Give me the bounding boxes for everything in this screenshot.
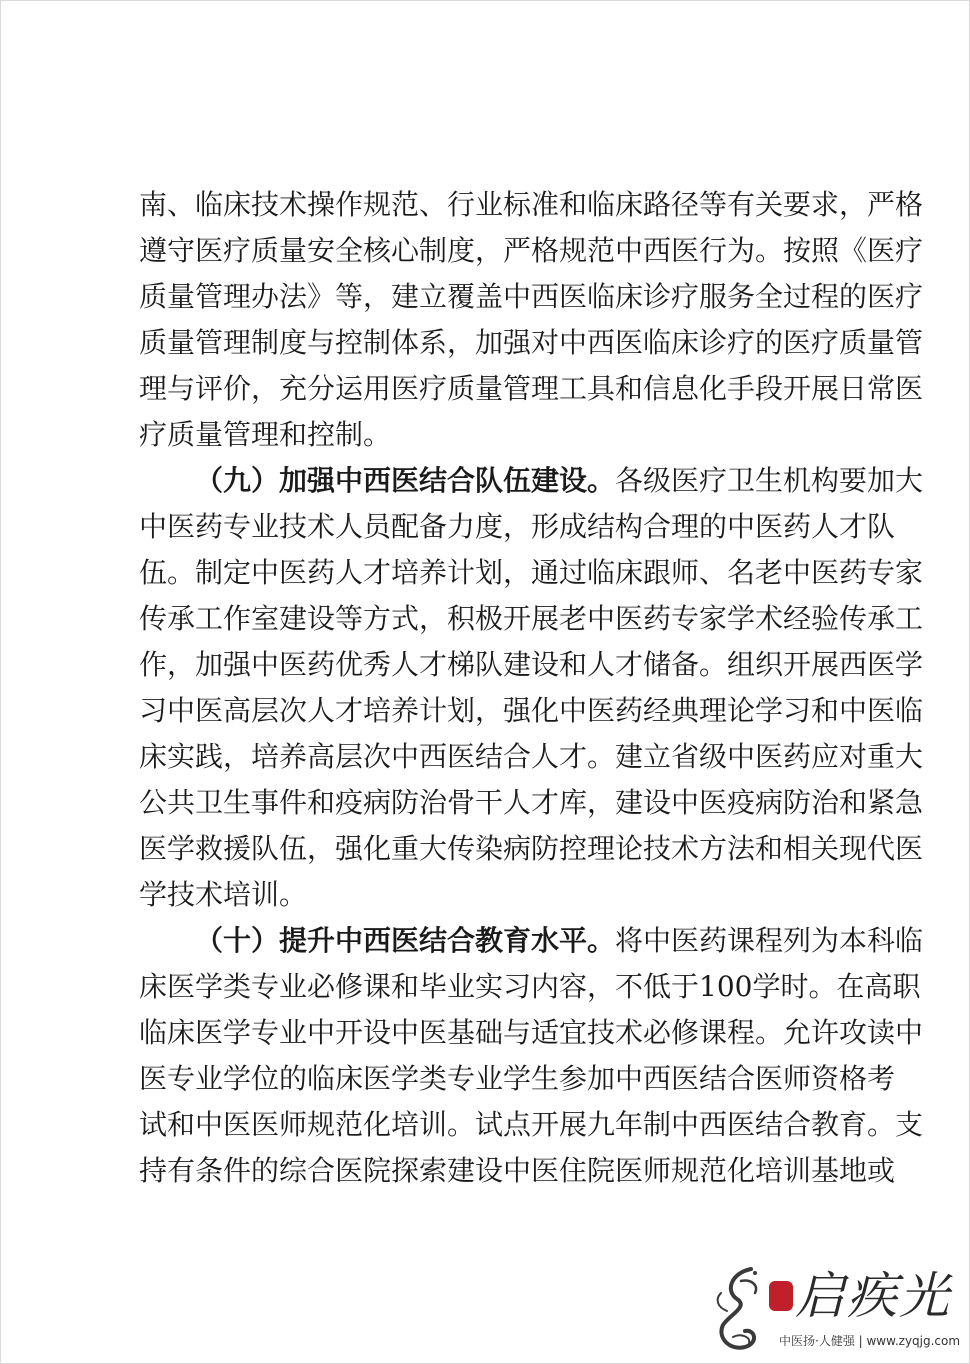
- text-span: 各级医疗卫生机构要加大: [615, 464, 924, 497]
- text-line: 质量管理办法》等，建立覆盖中西医临床诊疗服务全过程的医疗: [139, 280, 924, 313]
- text-line: 床实践，培养高层次中西医结合人才。建立省级中医药应对重大: [139, 740, 924, 773]
- brand-tagline: 中医扬·人健强 | www.zyqjg.com: [779, 1334, 961, 1348]
- section-heading-line: [195, 921, 924, 961]
- text-line: 床医学类专业必修课和毕业实习内容，不低于100学时。在高职: [139, 970, 921, 1003]
- text-line: 试和中医医师规范化培训。试点开展九年制中西医结合教育。支: [139, 1108, 924, 1141]
- section-heading: （十）提升中西医结合教育水平。: [195, 924, 616, 957]
- text-line: 医专业学位的临床医学类专业学生参加中西医结合医师资格考: [139, 1062, 896, 1095]
- text-line: 临床医学专业中开设中医基础与适宜技术必修课程。允许攻读中: [139, 1016, 924, 1049]
- seal-icon: [769, 1281, 793, 1311]
- text-line: 习中医高层次人才培养计划，强化中医药经典理论学习和中医临: [139, 694, 924, 727]
- text-line: 理与评价，充分运用医疗质量管理工具和信息化手段开展日常医: [139, 372, 924, 405]
- text-line: 伍。制定中医药人才培养计划，通过临床跟师、名老中医药专家: [139, 556, 924, 589]
- text-line: 持有条件的综合医院探索建设中医住院医师规范化培训基地或: [139, 1154, 896, 1187]
- text-span: 将中医药课程列为本科临: [615, 924, 924, 957]
- text-line: 医学救援队伍，强化重大传染病防控理论技术方法和相关现代医: [139, 832, 924, 865]
- text-line: 作，加强中医药优秀人才梯队建设和人才储备。组织开展西医学: [139, 648, 924, 681]
- text-line: 质量管理制度与控制体系，加强对中西医临床诊疗的医疗质量管: [139, 326, 924, 359]
- section-heading: （九）加强中西医结合队伍建设。: [195, 464, 616, 497]
- text-line: 学技术培训。: [139, 878, 308, 911]
- text-line: 疗质量管理和控制。: [139, 418, 392, 451]
- text-line: 中医药专业技术人员配备力度，形成结构合理的中医药人才队: [139, 510, 896, 543]
- watermark: [711, 1263, 961, 1355]
- section-heading-line: [195, 461, 924, 501]
- brand-logo: 启疾光: [795, 1267, 951, 1325]
- text-line: 公共卫生事件和疫病防治骨干人才库，建设中医疫病防治和紧急: [139, 786, 924, 819]
- text-line: 传承工作室建设等方式，积极开展老中医药专家学术经验传承工: [139, 602, 924, 635]
- text-line: 遵守医疗质量安全核心制度，严格规范中西医行为。按照《医疗: [139, 234, 924, 267]
- text-line: 南、临床技术操作规范、行业标准和临床路径等有关要求，严格: [139, 188, 924, 221]
